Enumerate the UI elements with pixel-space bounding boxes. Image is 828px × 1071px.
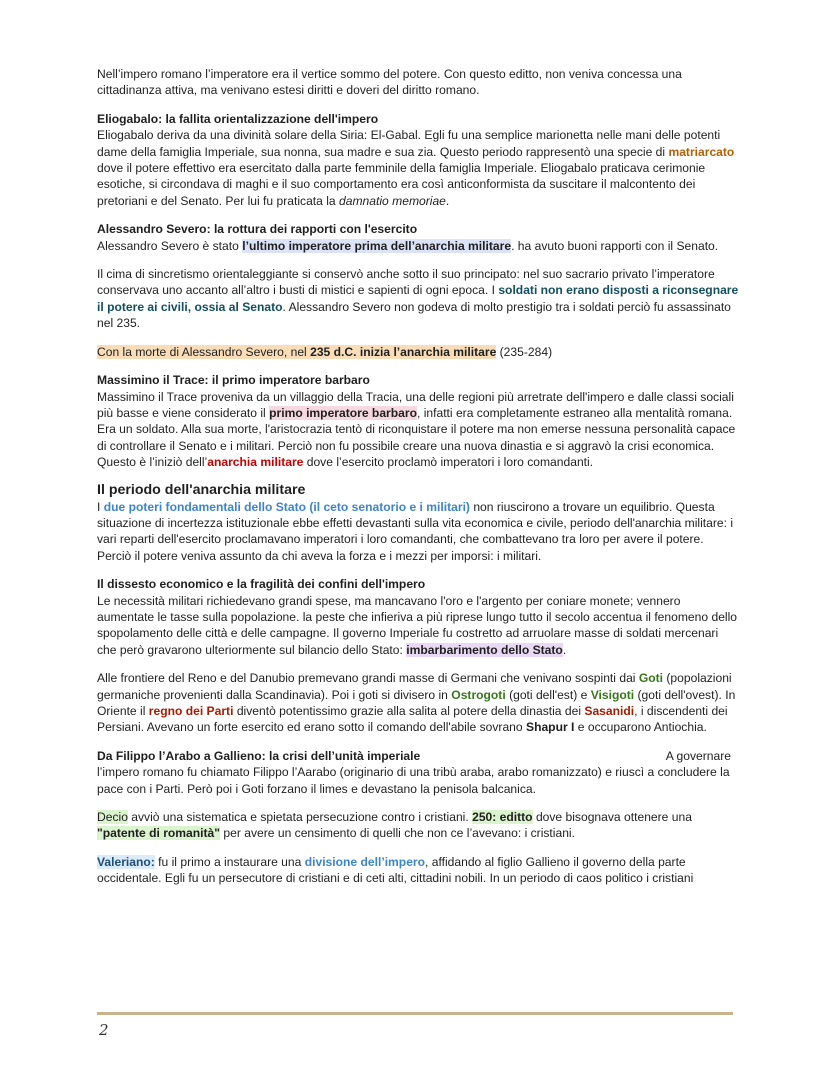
section-heading: Alessandro Severo: la rottura dei rapporti con l'esercito	[97, 222, 418, 237]
highlight-matriarcato: matriarcato	[668, 144, 735, 159]
paragraph-morte: Con la morte di Alessandro Severo, nel 235 d.C. inizia l’anarchia militare (235-284)	[97, 344, 553, 359]
highlight-soldati: soldati non erano disposti a riconsegnare il potere ai civili, ossia al Senato	[97, 283, 739, 314]
highlight-sasanidi: Sasanidi	[584, 704, 635, 718]
section-dissesto	[97, 576, 739, 658]
section-massimino	[97, 372, 739, 470]
paragraph-decio: Decio avviò una sistematica e spietata persecuzione contro i cristiani. 250: editto dove bisognava ottenere una "patente di romanità" per avere un censimento di quelli che non ce l’avevano: i cristiani.	[97, 810, 692, 841]
highlight-patente: "patente di romanità"	[97, 826, 221, 841]
paragraph: l’impero romano fu chiamato Filippo l’Aarabo (originario di una tribù araba, arabo romanizzato) e riuscì a concludere la pace con i Parti. Però poi i Goti forzano il limes e devastano la penisola balcanica.	[97, 765, 730, 796]
paragraph-valeriano: Valeriano: fu il primo a instaurare una divisione dell’impero, affidando al figlio Gallieno il governo della parte occidentale. Egli fu un persecutore di cristiani e di ceti alti, cittadini nobili. In un periodo di caos politico i cristiani	[97, 854, 694, 886]
paragraph-frontiere: Alle frontiere del Reno e del Danubio premevano grandi masse di Germani che venivano sospinti dai Goti (popolazioni germaniche provenienti dalla Scandinavia). Poi i goti si divisero in Ostrogoti (goti dell'est) e Visigoti (goti dell'ovest). In Oriente il regno dei Parti diventò potentissimo grazie alla salita al potere della dinastia dei Sasanidi, i discendenti dei Persiani. Avevano un forte esercito ed erano sotto il comando dell'abile sovrano Shapur I e occuparono Antiochia.	[97, 671, 736, 735]
section-eliogabalo	[97, 111, 739, 209]
highlight-235: 235 d.C. inizia l’anarchia militare	[310, 344, 497, 359]
highlight-ostrogoti: Ostrogoti	[451, 687, 506, 702]
paragraph-sincretismo: Il cima di sincretismo orientaleggiante si conservò anche sotto il suo principato: nel suo sacrario privato l’imperatore conservava uno accanto all’altro i busti di mistici e sapienti di ogni epoca. I soldati non erano disposti a riconsegnare il potere ai civili, ossia al Senato. Alessandro Severo non godeva di molto prestigio tra i soldati perciò fu assassinato nel 235.	[97, 267, 739, 331]
section-heading-row	[97, 748, 739, 764]
paragraph-intro: Nell’impero romano l’imperatore era il vertice sommo del potere. Con questo editto, non veniva concessa una cittadinanza attiva, ma venivano estesi diritti e doveri del diritto romano.	[97, 67, 682, 98]
heading-trailing-text: A governare	[665, 748, 731, 763]
section-heading: Il dissesto economico e la fragilità dei confini dell'impero	[97, 577, 426, 592]
section-alessandro	[97, 221, 739, 254]
section-periodo	[97, 481, 739, 565]
highlight-anarchia: anarchia militare	[207, 455, 304, 470]
paragraph: I due poteri fondamentali dello Stato (il ceto senatorio e i militari) non riuscirono a trovare un equilibrio. Questa situazione di incertezza istituzionale ebbe effetti devastanti sulla vita economica e civile, periodo dell'anarchia militare: i vari reparti dell'esercito proclamavano imperatori i loro comandanti, che combattevano tra loro per avere il potere. Perciò il potere veniva assunto da chi aveva la forza e i mezzi per imporsi: i militari.	[97, 499, 734, 563]
highlight-imbarbarimento: imbarbarimento dello Stato	[406, 642, 563, 657]
section-filippo	[97, 748, 739, 797]
section-heading: Eliogabalo: la fallita orientalizzazione dell'impero	[97, 111, 379, 126]
paragraph: Alessandro Severo è stato l’ultimo imperatore prima dell’anarchia militare. ha avuto buoni rapporti con il Senato.	[97, 238, 719, 253]
page-number: 2	[99, 1021, 109, 1039]
highlight-due-poteri: due poteri fondamentali dello Stato (il ceto senatorio e i militari)	[103, 499, 470, 514]
paragraph: Eliogabalo deriva da una divinità solare della Siria: El-Gabal. Egli fu una semplice marionetta nelle mani delle potenti dame della famiglia Imperiale, sua nonna, sua madre e sua zia. Questo periodo rappresentò una specie di matriarcato dove il potere effettivo era esercitato dalla parte femminile della famiglia Imperiale. Eliogabalo praticava cerimonie esotiche, si circondava di maghi e il suo comportamento era così anticonformista da suscitare il malcontento dei pretoriani e del Senato. Per lui fu praticata la damnatio memoriae.	[97, 128, 735, 208]
document-body	[97, 66, 739, 887]
highlight-visigoti: Visigoti	[590, 687, 635, 702]
section-heading: Massimino il Trace: il primo imperatore barbaro	[97, 373, 370, 388]
paragraph: Le necessità militari richiedevano grandi spese, ma mancavano l'oro e l'argento per coniare monete; vennero aumentate le tasse sulla popolazione. la peste che infieriva a più riprese lungo tutto il secolo accentua il fenomeno dello spopolamento delle città e delle campagne. Il governo Imperiale fu costretto ad arruolare masse di soldati mercenari che però gravarono ulteriormente sul bilancio dello Stato: imbarbarimento dello Stato.	[97, 593, 738, 657]
highlight-decio: Decio	[97, 810, 128, 825]
highlight-divisione: divisione dell’impero	[304, 854, 426, 869]
highlight-ultimo-imperatore: l’ultimo imperatore prima dell’anarchia militare	[242, 238, 512, 253]
highlight-250: 250: editto	[472, 810, 533, 825]
highlight-goti: Goti	[638, 671, 664, 686]
section-heading: Da Filippo l’Arabo a Gallieno: la crisi dell’unità imperiale	[97, 748, 421, 763]
italic-term: damnatio memoriae	[339, 193, 446, 208]
highlight-shapur: Shapur I	[526, 720, 575, 735]
section-heading-large: Il periodo dell'anarchia militare	[97, 481, 306, 498]
footer-divider	[97, 1012, 733, 1015]
highlight-parti: regno dei Parti	[148, 704, 234, 718]
paragraph: Massimino il Trace proveniva da un villaggio della Tracia, una delle regioni più arretrate dell'impero e dalle classi sociali più basse e viene considerato il primo imperatore barbaro, infatti era completamente estraneo alla mentalità romana. Era un soldato. Alla sua morte, l'aristocrazia tentò di riconquistare il potere ma non emerse nessuna personalità capace di controllare il Senato e i militari. Perciò non fu possibile creare una nuova dinastia e si aggravò la crisi economica. Questo è l’iniziò dell’anarchia militare dove l’esercito proclamò imperatori i loro comandanti.	[97, 389, 736, 470]
highlight-primo-barbaro: primo imperatore barbaro	[269, 405, 417, 420]
highlight-valeriano: Valeriano:	[97, 854, 155, 869]
